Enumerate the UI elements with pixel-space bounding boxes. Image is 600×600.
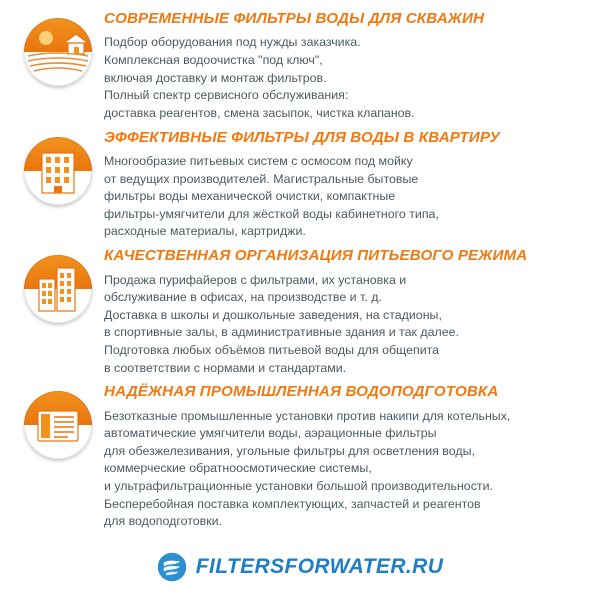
section-body: [104, 153, 584, 241]
icon-column: [12, 10, 104, 86]
body-line: от ведущих производителей. Магистральные бытовые: [104, 171, 419, 186]
site-footer: [0, 552, 600, 582]
section-body: [104, 272, 584, 378]
body-line: Подготовка любых объёмов питьевой воды для общепита: [104, 342, 440, 357]
text-column: [104, 10, 588, 123]
text-column: [104, 247, 588, 377]
body-line: для обезжелезивания, угольные фильтры для осветления воды,: [104, 443, 475, 458]
body-line: коммерческие обратноосмотические системы,: [104, 461, 372, 476]
text-column: [104, 383, 588, 531]
body-line: Бесперебойная поставка комплектующих, запчастей и реагентов: [104, 496, 481, 511]
section-title: КАЧЕСТВЕННАЯ ОРГАНИЗАЦИЯ ПИТЬЕВОГО РЕЖИМА: [104, 247, 528, 265]
section-title: СОВРЕМЕННЫЕ ФИЛЬТРЫ ВОДЫ ДЛЯ СКВАЖИН: [104, 10, 485, 27]
apartment-building-icon: [24, 137, 92, 205]
icon-column: [12, 247, 104, 323]
body-line: Подбор оборудования под нужды заказчика.: [104, 35, 361, 50]
section-body: [104, 34, 584, 122]
section-title: НАДЁЖНАЯ ПРОМЫШЛЕННАЯ ВОДОПОДГОТОВКА: [104, 383, 499, 401]
section-industrial: [12, 383, 588, 531]
body-line: фильтры-умягчители для жёсткой воды кабинетного типа,: [104, 206, 439, 221]
body-line: Продажа пурифайеров с фильтрами, их установка и: [104, 272, 407, 287]
body-line: фильтры воды механической очистки, компактные: [104, 189, 396, 204]
body-line: автоматические умягчители воды, аэрационные фильтры: [104, 426, 437, 441]
body-line: в соответствии с нормами и стандартами.: [104, 360, 347, 375]
body-line: расходные материалы, картриджи.: [104, 224, 306, 239]
water-swirl-logo-icon: [157, 552, 187, 582]
office-towers-icon: [24, 255, 92, 323]
icon-column: [12, 129, 104, 205]
body-line: и ультрафильтрационные установки большой производительности.: [104, 479, 493, 494]
body-line: обслуживание в офисах, на производстве и т. д.: [104, 290, 382, 305]
industrial-filters-icon: [24, 391, 92, 459]
body-line: доставка реагентов, смена засыпок, чистка клапанов.: [104, 105, 415, 120]
body-line: в спортивные залы, в административные здания и так далее.: [104, 325, 459, 340]
field-water-icon: [24, 18, 92, 86]
section-drinking-regime: [12, 247, 588, 377]
body-line: Комплексная водоочистка "под ключ",: [104, 53, 323, 68]
section-wells: [12, 10, 588, 123]
text-column: [104, 129, 588, 242]
section-apartment: [12, 129, 588, 242]
brand-name: FILTERSFORWATER.RU: [195, 555, 444, 578]
body-line: Полный спектр сервисного обслуживания:: [104, 88, 349, 103]
body-line: Доставка в школы и дошкольные заведения, на стадионы,: [104, 307, 442, 322]
section-title: ЭФФЕКТИВНЫЕ ФИЛЬТРЫ ДЛЯ ВОДЫ В КВАРТИРУ: [104, 128, 500, 146]
icon-column: [12, 383, 104, 459]
section-body: [104, 408, 584, 531]
body-line: для водоподготовки.: [104, 514, 223, 529]
body-line: включая доставку и монтаж фильтров.: [104, 70, 327, 85]
body-line: Многообразие питьевых систем с осмосом под мойку: [104, 153, 413, 168]
body-line: Безотказные промышленные установки против накипи для котельных,: [104, 408, 511, 423]
